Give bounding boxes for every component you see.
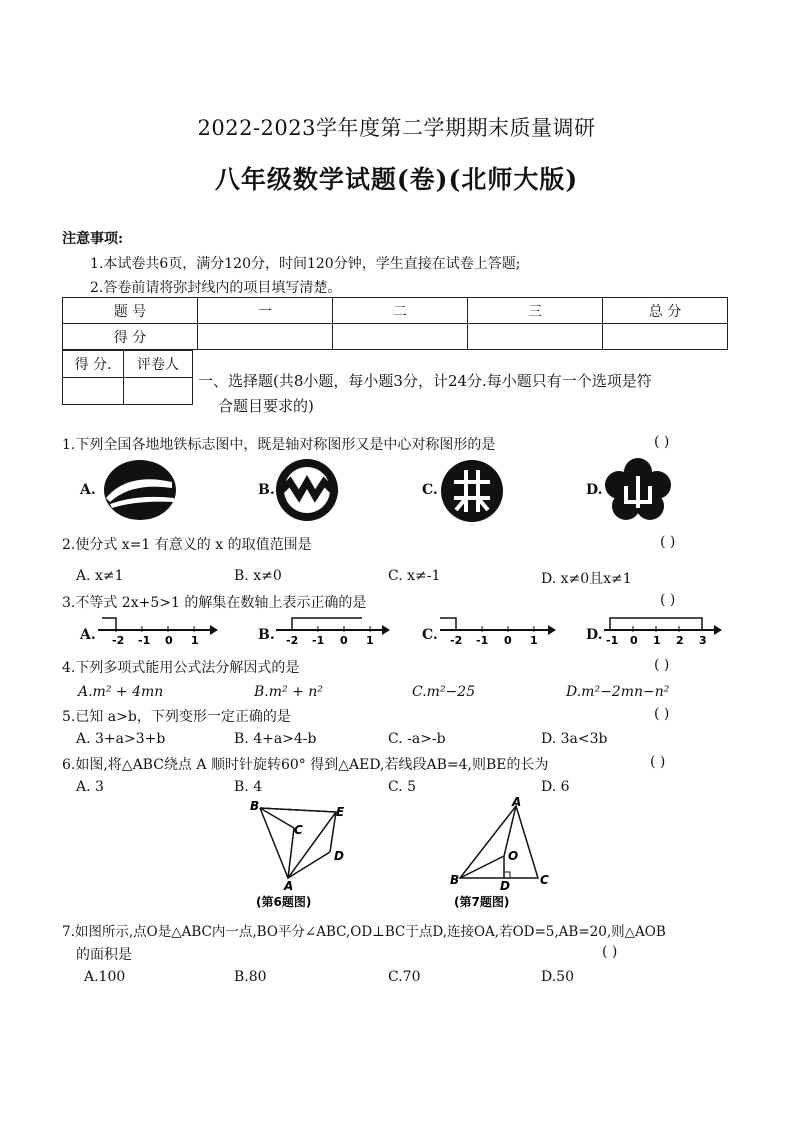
q1-logo-a-icon <box>98 458 178 522</box>
q3d-tick: 1 <box>653 634 661 647</box>
q4-text: 4.下列多项式能用公式法分解因式的是 <box>62 660 300 676</box>
q3-label-d: D. <box>586 627 603 643</box>
q3d-tick: -1 <box>606 634 619 647</box>
grader-score-label: 得 分. <box>63 351 124 378</box>
q3a-tick: 1 <box>191 634 199 647</box>
q3d-tick: 0 <box>630 634 638 647</box>
q1-logo-c-icon <box>440 458 506 524</box>
q6-answer-blank[interactable]: ( ) <box>650 754 666 770</box>
fig7-point: D <box>500 879 510 893</box>
q7-option-b: B.80 <box>234 969 267 985</box>
grader-table <box>62 350 193 405</box>
fig7-point: C <box>540 873 549 887</box>
q5-option-a: A. 3+a>3+b <box>76 731 166 747</box>
q2-option-c: C. x≠-1 <box>388 568 441 584</box>
q7-answer-blank[interactable]: ( ) <box>602 944 618 960</box>
q6-option-c: C. 5 <box>388 779 417 795</box>
q3-label-c: C. <box>422 627 438 643</box>
q5-text: 5.已知 a>b，下列变形一定正确的是 <box>62 709 291 725</box>
score-row-label: 得 分 <box>63 324 198 350</box>
q4-option-b: B.m² + n² <box>254 684 323 700</box>
fig6-point: C <box>294 823 303 837</box>
q3a-tick: -1 <box>138 634 151 647</box>
q4-option-c: C.m²−25 <box>412 684 476 700</box>
q2-option-d: D. x≠0且x≠1 <box>541 571 632 587</box>
fig6-point: A <box>284 879 294 893</box>
score-table <box>62 297 728 350</box>
section1-title-line1: 一、选择题(共8小题，每小题3分，计24分.每小题只有一个选项是符 <box>198 372 652 390</box>
q3b-tick: 1 <box>366 634 374 647</box>
q3d-tick: 3 <box>699 634 707 647</box>
q3-label-a: A. <box>80 627 96 643</box>
notes-item-2: 2.答卷前请将弥封线内的项目填写清楚。 <box>90 280 342 296</box>
q3a-tick: -2 <box>112 634 125 647</box>
q3b-tick: 0 <box>340 634 348 647</box>
figure-7 <box>446 796 556 916</box>
fig7-point: O <box>508 849 519 863</box>
score-cell[interactable] <box>198 324 333 350</box>
q4-option-a: A.m² + 4mn <box>78 684 164 700</box>
q5-answer-blank[interactable]: ( ) <box>654 706 670 722</box>
q3-numberline-a <box>96 614 222 648</box>
fig6-caption: (第6题图) <box>256 895 312 909</box>
q3c-tick: 0 <box>504 634 512 647</box>
figure-6 <box>244 798 356 914</box>
exam-title: 2022-2023学年度第二学期期末质量调研 <box>197 116 596 140</box>
score-cell[interactable] <box>603 324 728 350</box>
score-header-3: 三 <box>468 298 603 324</box>
q6-text: 6.如图,将△ABC绕点 A 顺时针旋转60° 得到△AED,若线段AB=4,则BE的长为 <box>62 757 549 773</box>
q3d-tick: 2 <box>676 634 684 647</box>
grader-name-label: 评卷人 <box>124 351 193 378</box>
q1-logo-b-icon <box>272 456 342 524</box>
q7-option-d: D.50 <box>541 969 574 985</box>
q3c-tick: -2 <box>450 634 463 647</box>
notes-item-1: 1.本试卷共6页，满分120分，时间120分钟，学生直接在试卷上答题; <box>90 256 521 272</box>
q1-label-d: D. <box>586 482 603 498</box>
fig7-caption: (第7题图) <box>454 895 510 909</box>
score-cell[interactable] <box>333 324 468 350</box>
score-header-2: 二 <box>333 298 468 324</box>
q2-option-b: B. x≠0 <box>234 568 282 584</box>
section1-title-line2: 合题目要求的) <box>218 397 314 415</box>
q1-answer-blank[interactable]: ( ) <box>654 434 670 450</box>
q6-option-a: A. 3 <box>76 779 104 795</box>
q2-option-a: A. x≠1 <box>76 568 124 584</box>
fig7-point: B <box>450 873 460 887</box>
q6-option-d: D. 6 <box>541 779 570 795</box>
score-header-label: 题 号 <box>63 298 198 324</box>
q1-label-b: B. <box>258 482 275 498</box>
fig6-point: D <box>334 849 344 863</box>
q3-text: 3.不等式 2x+5>1 的解集在数轴上表示正确的是 <box>62 595 367 611</box>
q1-label-a: A. <box>80 482 96 498</box>
q5-option-d: D. 3a<3b <box>541 731 608 747</box>
q7-text-line2: 的面积是 <box>76 947 132 963</box>
q3c-tick: 1 <box>530 634 538 647</box>
score-cell[interactable] <box>468 324 603 350</box>
q5-option-b: B. 4+a>4-b <box>234 731 317 747</box>
fig6-point: E <box>336 805 345 819</box>
q3b-tick: -2 <box>286 634 299 647</box>
q3b-tick: -1 <box>312 634 325 647</box>
q3-numberline-b <box>274 614 394 648</box>
score-header-1: 一 <box>198 298 333 324</box>
q4-answer-blank[interactable]: ( ) <box>654 657 670 673</box>
q3-numberline-d <box>602 614 726 648</box>
q3a-tick: 0 <box>165 634 173 647</box>
q7-option-a: A.100 <box>84 969 126 985</box>
q3-answer-blank[interactable]: ( ) <box>660 592 676 608</box>
fig7-point: A <box>512 796 522 809</box>
q1-text: 1.下列全国各地地铁标志图中，既是轴对称图形又是中心对称图形的是 <box>62 437 496 453</box>
q2-text: 2.使分式 x=1 有意义的 x 的取值范围是 <box>62 537 312 553</box>
q4-option-d: D.m²−2mn−n² <box>566 684 670 700</box>
q5-option-c: C. -a>-b <box>388 731 446 747</box>
grader-name-cell[interactable] <box>124 378 193 405</box>
q7-option-c: C.70 <box>388 969 421 985</box>
grader-score-cell[interactable] <box>63 378 124 405</box>
q1-label-c: C. <box>422 482 438 498</box>
notes-heading: 注意事项: <box>62 231 124 247</box>
q2-answer-blank[interactable]: ( ) <box>660 534 676 550</box>
q6-option-b: B. 4 <box>234 779 263 795</box>
score-header-total: 总 分 <box>603 298 728 324</box>
q3-label-b: B. <box>258 627 275 643</box>
fig6-point: B <box>250 799 260 813</box>
q3c-tick: -1 <box>476 634 489 647</box>
q7-text-line1: 7.如图所示,点O是△ABC内一点,BO平分∠ABC,OD⊥BC于点D,连接OA,若OD=5,AB=20,则△AOB <box>62 924 666 940</box>
q1-logo-d-icon <box>604 456 672 524</box>
exam-subtitle: 八年级数学试题(卷)(北师大版) <box>214 165 579 194</box>
q3-numberline-c <box>438 614 560 648</box>
